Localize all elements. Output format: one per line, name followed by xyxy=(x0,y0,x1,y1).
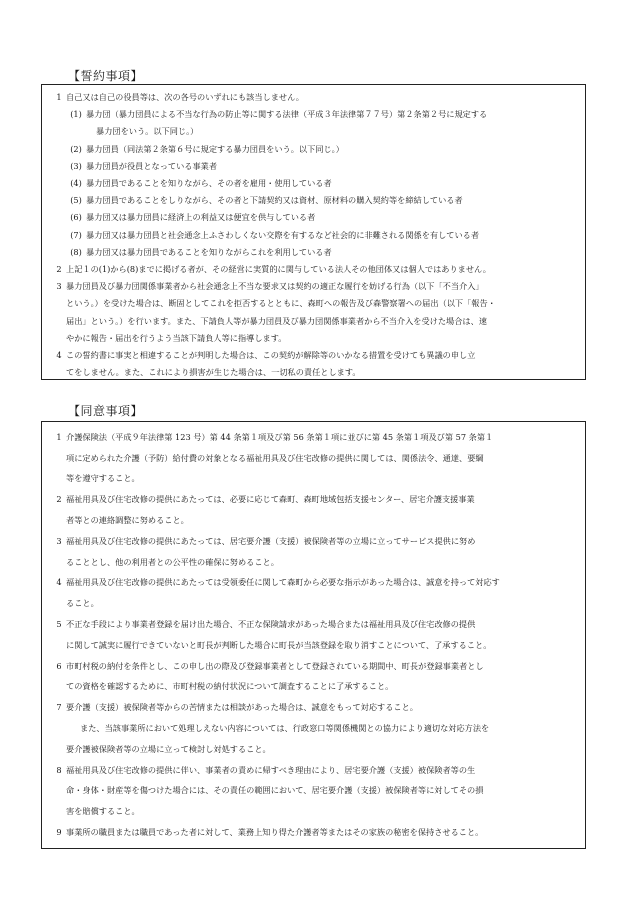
consent-item-text: ることとし、他の利用者との公平性の確保に努めること。 xyxy=(66,557,279,567)
pledge-item-text: 暴力団員であることを知りながら、その者を雇用・使用している者 xyxy=(86,179,332,189)
consent-item-text: 福祉用具及び住宅改修の提供に伴い、事業者の責めに帰すべき理由により、居宅要介護（支援）被保険者等の生 xyxy=(66,765,476,775)
pledge-item-text: 暴力団員（同法第２条第６号に規定する暴力団員をいう。以下同じ。） xyxy=(86,144,344,154)
pledge-line xyxy=(50,347,579,364)
pledge-line xyxy=(50,312,579,329)
pledge-item-number: (5) xyxy=(70,195,82,206)
consent-item-text: 市町村税の納付を条件とし、この申し出の際及び登録事業者として登録されている期間中、町長が登録事業者とし xyxy=(66,661,484,671)
consent-item-number: 5 xyxy=(56,619,62,630)
pledge-box xyxy=(41,84,586,380)
pledge-item-number: 2 xyxy=(56,263,62,274)
consent-item-text: 不正な手段により事業者登録を届け出た場合、不正な保険請求があった場合または福祉用具及び住宅改修の提供 xyxy=(66,620,476,630)
pledge-item-text: 上記１の(1)から(8)までに掲げる者が、その経営に実質的に関与している法人その他団体又は個人ではありません。 xyxy=(66,264,491,274)
consent-list xyxy=(50,427,579,843)
pledge-line xyxy=(50,330,579,347)
consent-item-text: 介護保険法（平成９年法律第 123 号）第 44 条第１項及び第 56 条第１項に並びに第 45 条第１項及び第 57 条第１ xyxy=(66,432,494,442)
pledge-item-number: (1) xyxy=(70,109,82,120)
consent-item-text: 福祉用具及び住宅改修の提供にあたっては受領委任に関して森町から必要な指示があった場合は、誠意を持って対応す xyxy=(66,578,500,588)
consent-item-number: 6 xyxy=(56,660,62,671)
pledge-item-text: 暴力団員であることをしりながら、その者と下請契約又は資材、原材料の購入契約等を締結している者 xyxy=(86,196,463,206)
pledge-item-number: (6) xyxy=(70,212,82,223)
pledge-section-title: 【誓約事項】 xyxy=(68,69,144,83)
pledge-line xyxy=(50,89,579,106)
consent-item-number: 7 xyxy=(56,702,62,713)
pledge-item-text: やかに報告・届出を行うよう当該下請負人等に指導します。 xyxy=(66,333,287,343)
consent-item-text: 者等との連絡調整に努めること。 xyxy=(66,516,189,526)
consent-line xyxy=(50,801,579,822)
consent-line xyxy=(50,781,579,802)
pledge-line xyxy=(50,227,579,244)
pledge-line xyxy=(50,244,579,261)
pledge-line xyxy=(50,175,579,192)
pledge-item-number: (7) xyxy=(70,229,82,240)
pledge-item-number: (3) xyxy=(70,160,82,171)
pledge-item-text: 暴力団員及び暴力団関係事業者から社会通念上不当な要求又は契約の適正な履行を妨げる行為（以下「不当介入」 xyxy=(66,282,484,292)
pledge-item-text: 暴力団又は暴力団員と社会通念上ふさわしくない交際を有するなど社会的に非難される関係を有している者 xyxy=(86,230,480,240)
pledge-list xyxy=(50,89,579,381)
consent-section-title: 【同意事項】 xyxy=(68,404,144,418)
pledge-item-text: 暴力団又は暴力団員に経済上の利益又は便宜を供与している者 xyxy=(86,213,316,223)
pledge-line xyxy=(50,158,579,175)
consent-item-text: 要介護被保険者等の立場に立って検討し対処すること。 xyxy=(66,744,271,754)
pledge-line xyxy=(50,278,579,295)
consent-line xyxy=(50,718,579,739)
pledge-item-text: てをしません。また、これにより損害が生じた場合は、一切私の責任とします。 xyxy=(66,368,361,378)
pledge-line xyxy=(50,141,579,158)
pledge-item-text: 暴力団をいう。以下同じ。） xyxy=(96,127,199,137)
consent-line xyxy=(50,677,579,698)
consent-item-text: 項に定められた介護（予防）給付費の対象となる福祉用具及び住宅改修の提供に関しては、関係法令、通達、要綱 xyxy=(66,453,484,463)
pledge-item-number: (4) xyxy=(70,178,82,189)
consent-item-text: ての資格を確認するために、市町村税の納付状況について調査することに了承すること。 xyxy=(66,682,394,692)
consent-line xyxy=(50,593,579,614)
pledge-line xyxy=(50,123,579,140)
pledge-line xyxy=(50,364,579,381)
pledge-item-text: という。）を受けた場合は、断固としてこれを拒否するとともに、森町への報告及び森警察署への届出（以下「報告・ xyxy=(66,299,496,309)
pledge-item-text: この誓約書に事実と相違することが判明した場合は、この契約が解除等のいかなる措置を受けても異議の申し立 xyxy=(66,350,476,360)
consent-item-text: 事業所の職員または職員であった者に対して、業務上知り得た介護者等またはその家族の秘密を保持させること。 xyxy=(66,828,484,838)
consent-item-number: 9 xyxy=(56,827,62,838)
consent-line xyxy=(50,697,579,718)
consent-item-number: 3 xyxy=(56,535,62,546)
consent-item-text: また、当該事業所において処理しえない内容については、行政窓口等関係機関との協力により適切な対応方法を xyxy=(80,724,490,734)
consent-line xyxy=(50,656,579,677)
consent-item-text: ること。 xyxy=(66,599,99,609)
consent-item-text: 等を遵守すること。 xyxy=(66,474,140,484)
pledge-item-text: 暴力団又は暴力団員であることを知りながらこれを利用している者 xyxy=(86,247,332,257)
pledge-line xyxy=(50,261,579,278)
pledge-item-text: 暴力団（暴力団員による不当な行為の防止等に関する法律（平成３年法律第７７号）第２条第２号に規定する xyxy=(86,110,488,120)
pledge-item-text: 届出」という。）を行います。また、下請負人等が暴力団員及び暴力団関係事業者から不当介入を受けた場合は、速 xyxy=(66,316,487,326)
consent-item-number: 2 xyxy=(56,494,62,505)
consent-line xyxy=(50,469,579,490)
consent-line xyxy=(50,510,579,531)
consent-line xyxy=(50,822,579,843)
pledge-line xyxy=(50,106,579,123)
consent-line xyxy=(50,489,579,510)
pledge-item-text: 自己又は自己の役員等は、次の各号のいずれにも該当しません。 xyxy=(66,93,304,103)
consent-line xyxy=(50,614,579,635)
consent-item-text: 要介護（支援）被保険者等からの苦情または相談があった場合は、誠意をもって対応すること。 xyxy=(66,703,418,713)
consent-line xyxy=(50,573,579,594)
consent-box xyxy=(41,421,586,849)
pledge-item-number: (8) xyxy=(70,246,82,257)
pledge-line xyxy=(50,192,579,209)
consent-item-text: 害を賠償すること。 xyxy=(66,807,140,817)
consent-line xyxy=(50,448,579,469)
consent-line xyxy=(50,635,579,656)
pledge-item-number: 1 xyxy=(56,92,62,103)
consent-item-number: 8 xyxy=(56,764,62,775)
consent-line xyxy=(50,427,579,448)
consent-item-number: 1 xyxy=(56,431,62,442)
consent-line xyxy=(50,760,579,781)
consent-line xyxy=(50,739,579,760)
pledge-item-text: 暴力団員が役員となっている事業者 xyxy=(86,161,218,171)
pledge-item-number: (2) xyxy=(70,143,82,154)
consent-item-text: 命・身体・財産等を傷つけた場合には、その責任の範囲において、居宅要介護（支援）被保険者等に対してその損 xyxy=(66,786,484,796)
consent-line xyxy=(50,552,579,573)
pledge-line xyxy=(50,209,579,226)
pledge-line xyxy=(50,295,579,312)
pledge-item-number: 4 xyxy=(56,349,62,360)
consent-item-text: 福祉用具及び住宅改修の提供にあたっては、居宅要介護（支援）被保険者等の立場に立ってサービス提供に努め xyxy=(66,536,476,546)
consent-item-text: 福祉用具及び住宅改修の提供にあたっては、必要に応じて森町、森町地域包括支援センター、居宅介護支援事業 xyxy=(66,495,475,505)
consent-line xyxy=(50,531,579,552)
consent-item-number: 4 xyxy=(56,577,62,588)
consent-item-text: に関して誠実に履行できていないと町長が判断した場合に町長が当該登録を取り消すことについて、了承すること。 xyxy=(66,640,492,650)
pledge-item-number: 3 xyxy=(56,281,62,292)
